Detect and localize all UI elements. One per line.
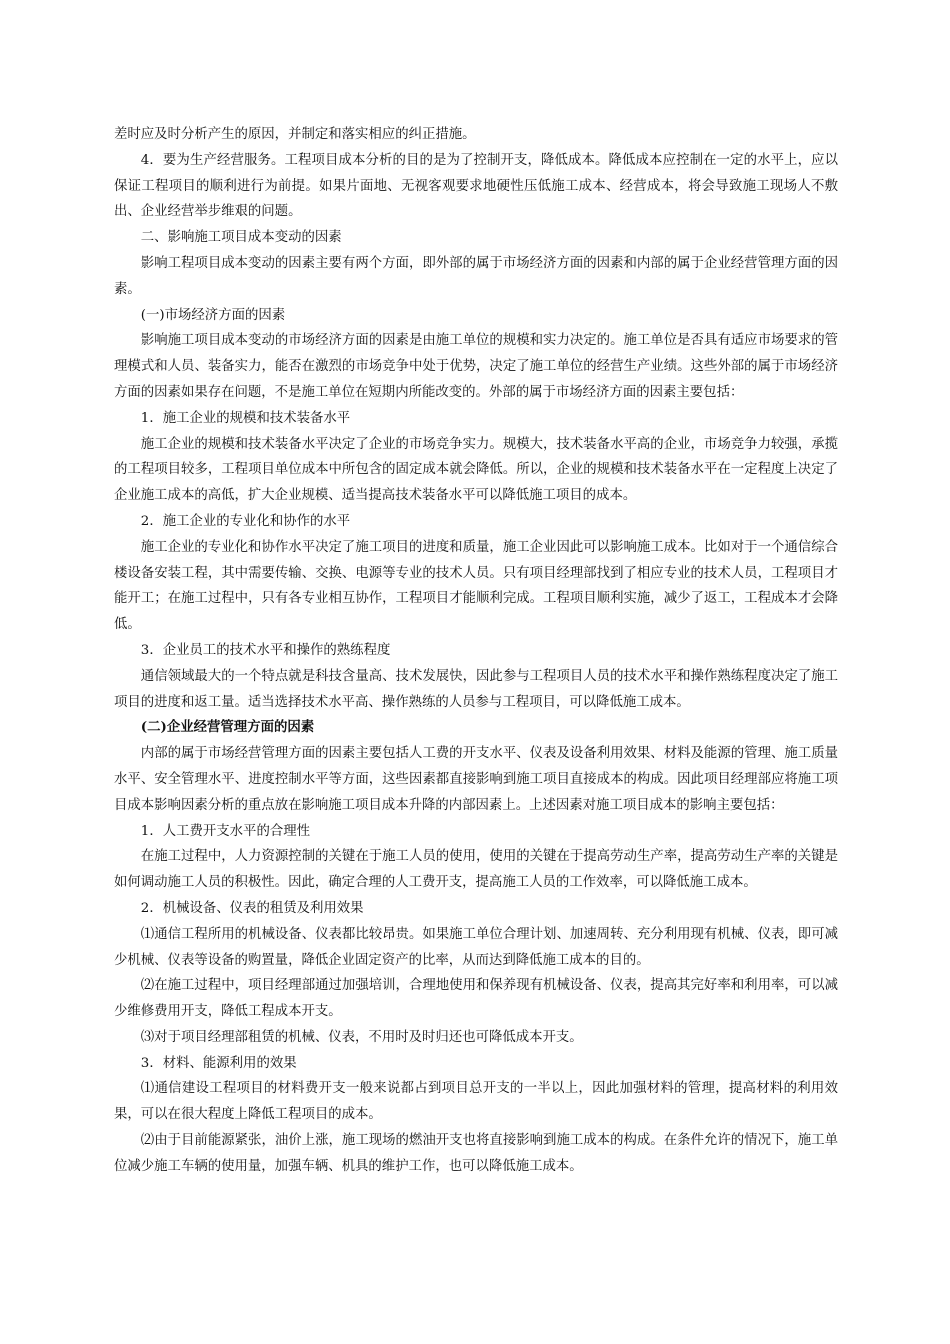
item-heading-1: 1．施工企业的规模和技术装备水平: [140, 410, 351, 426]
paragraph-intro: 影响工程项目成本变动的因素主要有两个方面，即外部的属于市场经济方面的因素和内部的属于企业经营管理方面的因素。: [114, 255, 838, 297]
paragraph-labor: 在施工过程中，人力资源控制的关键在于施工人员的使用，使用的关键在于提高劳动生产率，提高劳动生产率的关键是如何调动施工人员的积极性。因此，确定合理的人工费开支，提高施工人员的工作效率，可以降低施工成本。: [114, 849, 838, 891]
item-heading-3: 3．企业员工的技术水平和操作的熟练程度: [140, 642, 391, 658]
paragraph-materials-1: ⑴通信建设工程项目的材料费开支一般来说都占到项目总开支的一半以上，因此加强材料的管理，提高材料的利用效果，可以在很大程度上降低工程项目的成本。: [114, 1081, 838, 1123]
paragraph-equipment-3: ⑶对于项目经理部租赁的机械、仪表，不用时及时归还也可降低成本开支。: [140, 1029, 583, 1045]
document-page: [114, 122, 838, 1180]
section-heading-2: 二、影响施工项目成本变动的因素: [140, 230, 342, 246]
paragraph-equipment-2: ⑵在施工过程中，项目经理部通过加强培训，合理地使用和保养现有机械设备、仪表，提高其完好率和利用率，可以减少维修费用开支，降低工程成本开支。: [114, 978, 838, 1020]
subsection-heading-2: (二)企业经营管理方面的因素: [140, 719, 315, 736]
paragraph-market: 影响施工项目成本变动的市场经济方面的因素是由施工单位的规模和实力决定的。施工单位是否具有适应市场要求的管理模式和人员、装备实力，能否在激烈的市场竞争中处于优势，决定了施工单位的经营生产业绩。这些外部的属于市场经济方面的因素如果存在问题，不是施工单位在短期内所能改变的。外部的属于市场经济方面的因素主要包括：: [114, 333, 838, 400]
paragraph-equipment-1: ⑴通信工程所用的机械设备、仪表都比较昂贵。如果施工单位合理计划、加速周转、充分利用现有机械、仪表，即可减少机械、仪表等设备的购置量，降低企业固定资产的比率，从而达到降低施工成本的目的。: [114, 926, 838, 968]
subsection-heading-1: (一)市场经济方面的因素: [140, 307, 286, 323]
paragraph-skill: 通信领域最大的一个特点就是科技含量高、技术发展快，因此参与工程项目人员的技术水平和操作熟练程度决定了施工项目的进度和返工量。适当选择技术水平高、操作熟练的人员参与工程项目，可以降低施工成本。: [114, 668, 838, 710]
item-heading-materials: 3．材料、能源利用的效果: [140, 1055, 297, 1071]
paragraph-continuation: 差时应及时分析产生的原因，并制定和落实相应的纠正措施。: [114, 127, 476, 142]
paragraph-materials-2: ⑵由于目前能源紧张，油价上涨，施工现场的燃油开支也将直接影响到施工成本的构成。在条件允许的情况下，施工单位减少施工车辆的使用量，加强车辆、机具的维护工作，也可以降低施工成本。: [114, 1133, 838, 1174]
item-heading-equipment: 2．机械设备、仪表的租赁及利用效果: [140, 900, 364, 916]
item-heading-2: 2．施工企业的专业化和协作的水平: [140, 513, 351, 529]
paragraph-scale: 施工企业的规模和技术装备水平决定了企业的市场竞争实力。规模大，技术装备水平高的企业，市场竞争力较强，承揽的工程项目较多，工程项目单位成本中所包含的固定成本就会降低。所以，企业的规模和技术装备水平在一定程度上决定了企业施工成本的高低，扩大企业规模、适当提高技术装备水平可以降低施工项目的成本。: [114, 436, 838, 504]
paragraph-internal: 内部的属于市场经营管理方面的因素主要包括人工费的开支水平、仪表及设备利用效果、材料及能源的管理、施工质量水平、安全管理水平、进度控制水平等方面，这些因素都直接影响到施工项目直接成本的构成。因此项目经理部应将施工项目成本影响因素分析的重点放在影响施工项目成本升降的内部因素上。上述因素对施工项目成本的影响主要包括：: [114, 746, 838, 813]
paragraph-item-4: 4．要为生产经营服务。工程项目成本分析的目的是为了控制开支，降低成本。降低成本应控制在一定的水平上，应以保证工程项目的顺利进行为前提。如果片面地、无视客观要求地硬性压低施工成本、经营成本，将会导致施工现场人不敷出、企业经营举步维艰的问题。: [114, 152, 838, 220]
paragraph-specialization: 施工企业的专业化和协作水平决定了施工项目的进度和质量，施工企业因此可以影响施工成本。比如对于一个通信综合楼设备安装工程，其中需要传输、交换、电源等专业的技术人员。只有项目经理部找到了相应专业的技术人员，工程项目才能开工；在施工过程中，只有各专业相互协作，工程项目才能顺利完成。工程项目顺利实施，减少了返工，工程成本才会降低。: [114, 539, 838, 633]
item-heading-labor: 1．人工费开支水平的合理性: [140, 823, 311, 839]
